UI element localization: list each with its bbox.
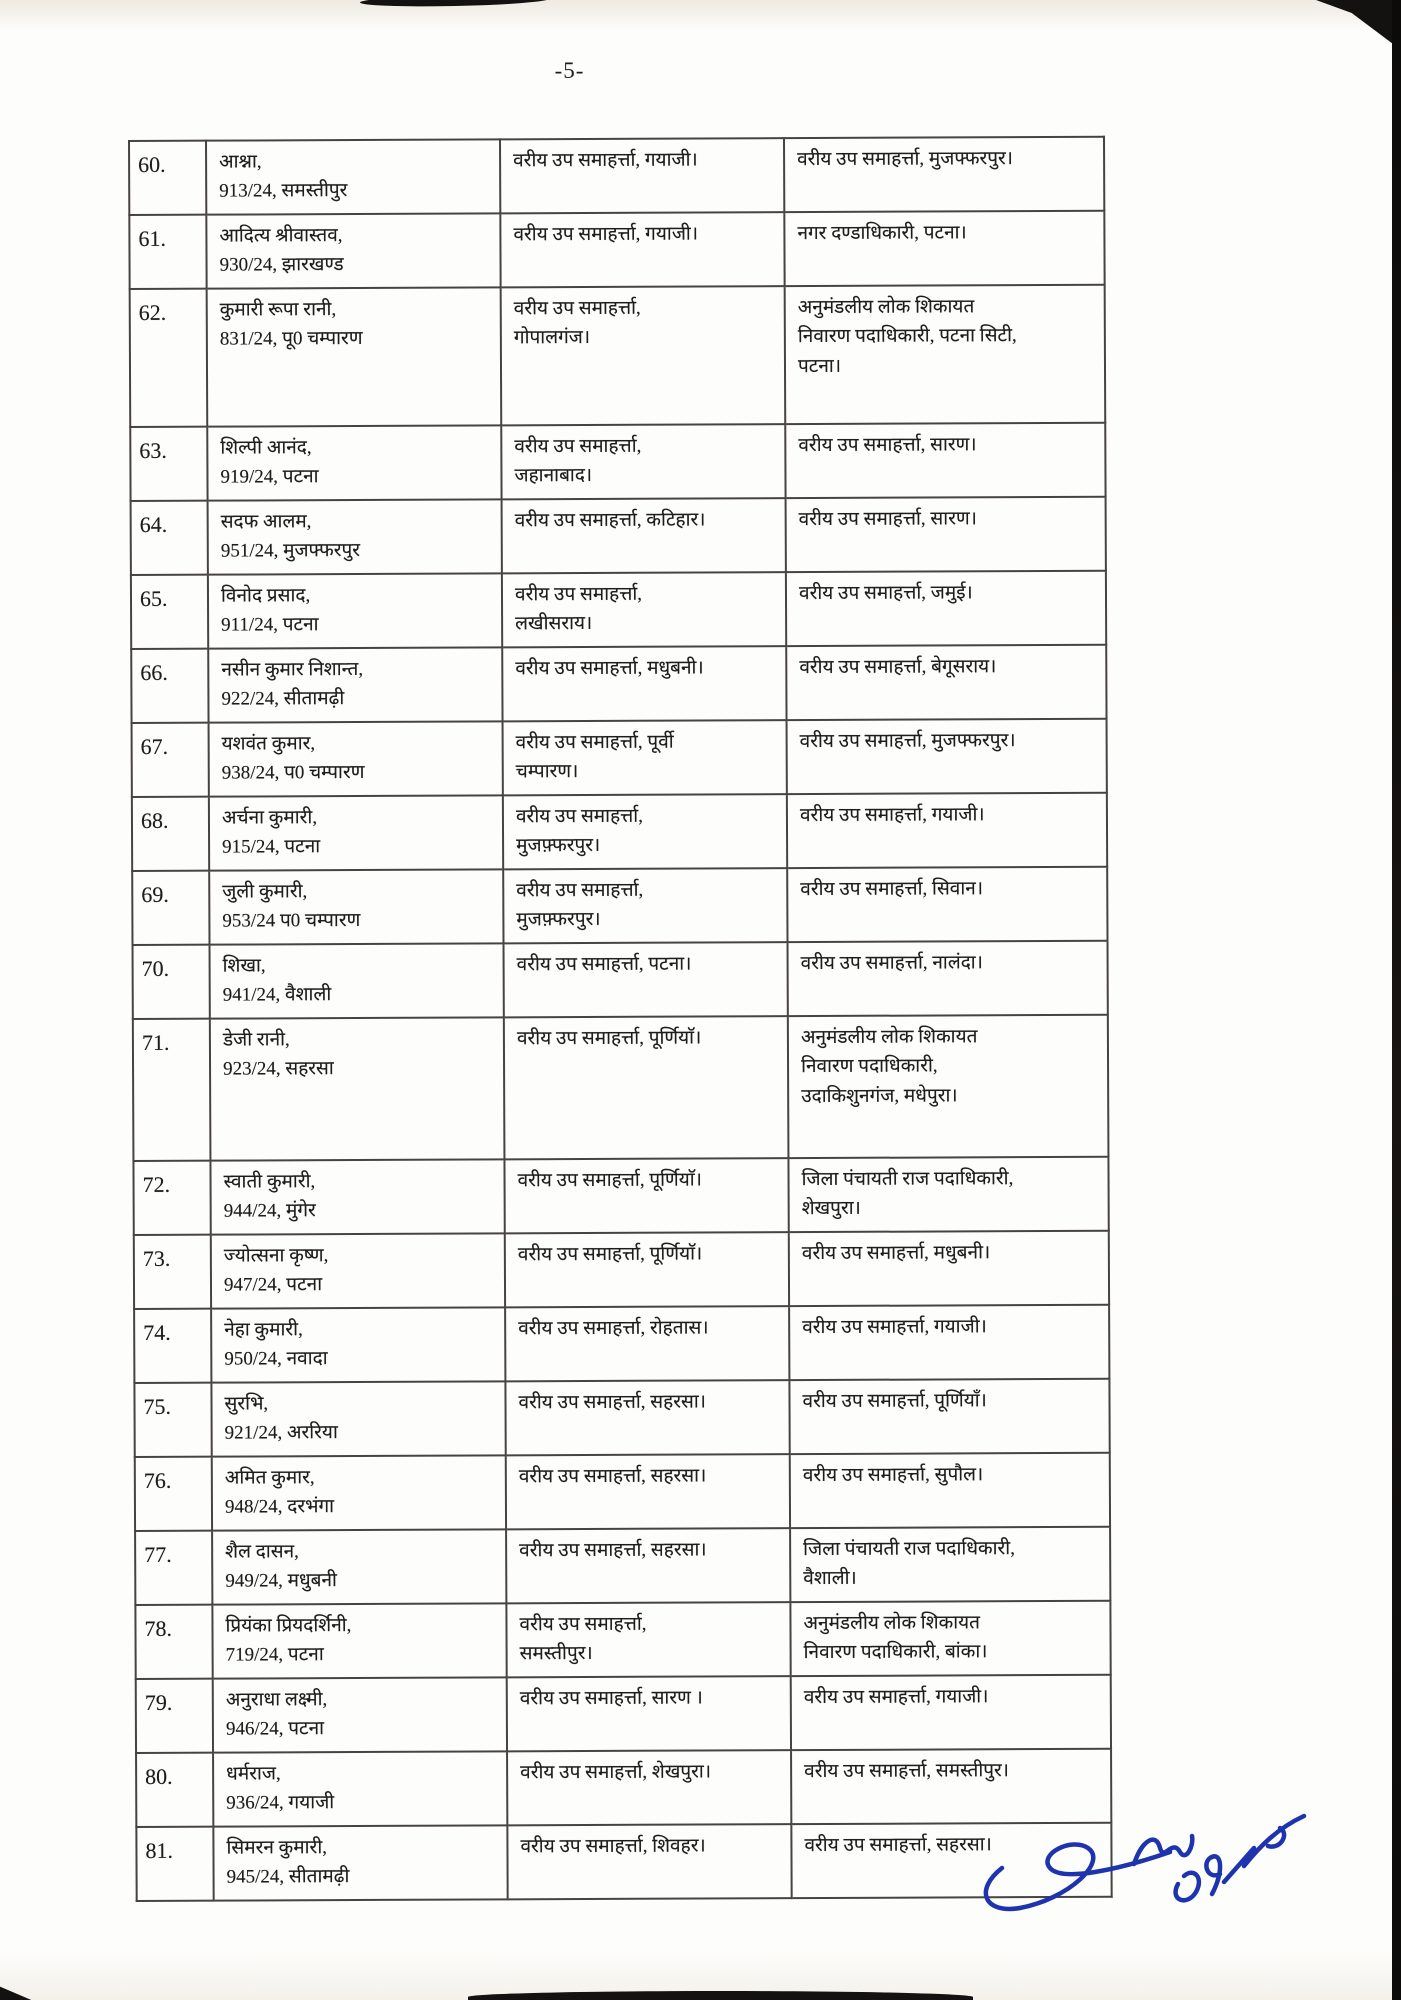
signature-ink	[972, 1810, 1317, 1928]
serial-number-cell: 60.	[129, 141, 206, 215]
page-number: -5-	[554, 58, 585, 83]
serial-number-cell: 79.	[136, 1679, 213, 1753]
serial-number-cell: 61.	[129, 215, 206, 289]
new-posting-cell: जिला पंचायती राज पदाधिकारी, वैशाली।	[790, 1527, 1110, 1602]
serial-number-cell: 70.	[133, 945, 210, 1019]
officer-name-cell: प्रियंका प्रियदर्शिनी, 719/24, पटना	[212, 1603, 506, 1678]
table-row	[134, 1305, 1109, 1383]
serial-number-cell: 66.	[131, 649, 208, 723]
new-posting-cell: वरीय उप समाहर्त्ता, सहरसा।	[791, 1823, 1111, 1898]
officer-name-cell: आदित्य श्रीवास्तव, 930/24, झारखण्ड	[206, 213, 500, 288]
current-posting-cell: वरीय उप समाहर्त्ता, सहरसा।	[506, 1454, 790, 1529]
officer-name-cell: नेहा कुमारी, 950/24, नवादा	[211, 1307, 505, 1382]
serial-number-cell: 73.	[134, 1235, 211, 1309]
current-posting-cell: वरीय उप समाहर्त्ता, मुजफ़्फरपुर।	[503, 794, 787, 869]
table-row	[134, 1379, 1109, 1457]
current-posting-cell: वरीय उप समाहर्त्ता, समस्तीपुर।	[506, 1602, 790, 1677]
officer-name-cell: स्वाती कुमारी, 944/24, मुंगेर	[210, 1159, 504, 1234]
officer-name-cell: शैल दासन, 949/24, मधुबनी	[212, 1529, 506, 1604]
table-row	[129, 211, 1104, 289]
current-posting-cell: वरीय उप समाहर्त्ता, शेखपुरा।	[507, 1750, 791, 1825]
current-posting-cell: वरीय उप समाहर्त्ता, मधुबनी।	[502, 646, 786, 721]
table-row	[130, 423, 1105, 501]
new-posting-cell: वरीय उप समाहर्त्ता, गयाजी।	[791, 1675, 1111, 1750]
officer-name-cell: अनुराधा लक्ष्मी, 946/24, पटना	[213, 1677, 507, 1752]
new-posting-cell: वरीय उप समाहर्त्ता, मुजफ्फरपुर।	[787, 719, 1107, 794]
officer-name-cell: कुमारी रूपा रानी, 831/24, पू0 चम्पारण	[207, 287, 502, 426]
current-posting-cell: वरीय उप समाहर्त्ता, सहरसा।	[506, 1528, 790, 1603]
new-posting-cell: वरीय उप समाहर्त्ता, बेगूसराय।	[786, 645, 1106, 720]
officer-name-cell: डेजी रानी, 923/24, सहरसा	[210, 1017, 505, 1160]
serial-number-cell: 81.	[136, 1827, 213, 1901]
current-posting-cell: वरीय उप समाहर्त्ता, पूर्णियाॅ।	[504, 1158, 788, 1233]
serial-number-cell: 78.	[135, 1605, 212, 1679]
table-row	[136, 1823, 1111, 1901]
new-posting-cell: अनुमंडलीय लोक शिकायत निवारण पदाधिकारी, बांका।	[790, 1601, 1110, 1676]
current-posting-cell: वरीय उप समाहर्त्ता, कटिहार।	[502, 498, 786, 573]
new-posting-cell: वरीय उप समाहर्त्ता, जमुई।	[786, 571, 1106, 646]
current-posting-cell: वरीय उप समाहर्त्ता, जहानाबाद।	[501, 424, 785, 499]
table-row	[132, 793, 1107, 871]
serial-number-cell: 80.	[136, 1753, 213, 1827]
table-row	[130, 285, 1106, 427]
current-posting-cell: वरीय उप समाहर्त्ता, गोपालगंज।	[501, 286, 786, 425]
current-posting-cell: वरीय उप समाहर्त्ता, सहरसा।	[505, 1380, 789, 1455]
serial-number-cell: 67.	[132, 723, 209, 797]
serial-number-cell: 65.	[131, 575, 208, 649]
new-posting-cell: जिला पंचायती राज पदाधिकारी, शेखपुरा।	[788, 1157, 1108, 1232]
new-posting-cell: वरीय उप समाहर्त्ता, सारण।	[785, 423, 1105, 498]
current-posting-cell: वरीय उप समाहर्त्ता, मुजफ़्फरपुर।	[503, 868, 787, 943]
officer-name-cell: सुरभि, 921/24, अररिया	[211, 1381, 505, 1456]
current-posting-cell: वरीय उप समाहर्त्ता, पूर्णियाॅ।	[504, 1016, 789, 1159]
officer-name-cell: विनोद प्रसाद, 911/24, पटना	[208, 573, 502, 648]
table-row	[135, 1453, 1110, 1531]
scan-artifact-bottom-shadow	[468, 1991, 973, 2000]
scan-artifact-top-smudge	[360, 0, 550, 8]
table-row	[131, 645, 1106, 723]
new-posting-cell: वरीय उप समाहर्त्ता, मुजफ्फरपुर।	[784, 137, 1104, 212]
new-posting-cell: अनुमंडलीय लोक शिकायत निवारण पदाधिकारी, पटना सिटी, पटना।	[785, 285, 1106, 424]
table-row	[131, 497, 1106, 575]
transfer-posting-table-body	[129, 137, 1112, 1901]
officer-name-cell: शिखा, 941/24, वैशाली	[210, 943, 504, 1018]
serial-number-cell: 64.	[131, 501, 208, 575]
new-posting-cell: वरीय उप समाहर्त्ता, पूर्णियाँ।	[789, 1379, 1109, 1454]
officer-name-cell: आश्ना, 913/24, समस्तीपुर	[206, 139, 500, 214]
current-posting-cell: वरीय उप समाहर्त्ता, पूर्णियाॅ।	[505, 1232, 789, 1307]
serial-number-cell: 74.	[134, 1309, 211, 1383]
current-posting-cell: वरीय उप समाहर्त्ता, पटना।	[504, 942, 788, 1017]
serial-number-cell: 72.	[133, 1161, 210, 1235]
officer-name-cell: जुली कुमारी, 953/24 प0 चम्पारण	[209, 869, 503, 944]
officer-name-cell: अर्चना कुमारी, 915/24, पटना	[209, 795, 503, 870]
serial-number-cell: 68.	[132, 797, 209, 871]
new-posting-cell: वरीय उप समाहर्त्ता, गयाजी।	[789, 1305, 1109, 1380]
serial-number-cell: 63.	[130, 427, 207, 501]
officer-name-cell: अमित कुमार, 948/24, दरभंगा	[212, 1455, 506, 1530]
new-posting-cell: वरीय उप समाहर्त्ता, सारण।	[786, 497, 1106, 572]
table-row	[135, 1601, 1110, 1679]
officer-name-cell: सिमरन कुमारी, 945/24, सीतामढ़ी	[213, 1825, 507, 1900]
new-posting-cell: वरीय उप समाहर्त्ता, सुपौल।	[790, 1453, 1110, 1528]
table-row	[133, 941, 1108, 1019]
officer-name-cell: नसीन कुमार निशान्त, 922/24, सीतामढ़ी	[208, 647, 502, 722]
table-row	[136, 1675, 1111, 1753]
current-posting-cell: वरीय उप समाहर्त्ता, पूर्वी चम्पारण।	[503, 720, 787, 795]
serial-number-cell: 76.	[135, 1457, 212, 1531]
table-row	[132, 719, 1107, 797]
serial-number-cell: 69.	[132, 871, 209, 945]
current-posting-cell: वरीय उप समाहर्त्ता, गयाजी।	[500, 212, 784, 287]
current-posting-cell: वरीय उप समाहर्त्ता, लखीसराय।	[502, 572, 786, 647]
table-row	[136, 1749, 1111, 1827]
new-posting-cell: वरीय उप समाहर्त्ता, सिवान।	[787, 867, 1107, 942]
new-posting-cell: वरीय उप समाहर्त्ता, नालंदा।	[788, 941, 1108, 1016]
table-row	[134, 1231, 1109, 1309]
serial-number-cell: 77.	[135, 1531, 212, 1605]
current-posting-cell: वरीय उप समाहर्त्ता, गयाजी।	[500, 138, 784, 213]
table-row	[129, 137, 1104, 215]
scan-artifact-top-right-corner	[1316, 0, 1401, 50]
new-posting-cell: वरीय उप समाहर्त्ता, गयाजी।	[787, 793, 1107, 868]
serial-number-cell: 71.	[133, 1019, 211, 1161]
serial-number-cell: 75.	[134, 1383, 211, 1457]
new-posting-cell: वरीय उप समाहर्त्ता, समस्तीपुर।	[791, 1749, 1111, 1824]
table-row	[132, 867, 1107, 945]
new-posting-cell: नगर दण्डाधिकारी, पटना।	[784, 211, 1104, 286]
table-row	[133, 1015, 1109, 1161]
new-posting-cell: अनुमंडलीय लोक शिकायत निवारण पदाधिकारी, उदाकिशुनगंज, मधेपुरा।	[788, 1015, 1109, 1158]
officer-name-cell: यशवंत कुमार, 938/24, प0 चम्पारण	[209, 721, 503, 796]
table-row	[135, 1527, 1110, 1605]
new-posting-cell: वरीय उप समाहर्त्ता, मधुबनी।	[789, 1231, 1109, 1306]
table-row	[133, 1157, 1108, 1235]
scan-artifact-bottom-left-corner	[0, 1982, 36, 2000]
officer-name-cell: ज्योत्सना कृष्ण, 947/24, पटना	[211, 1233, 505, 1308]
officer-name-cell: शिल्पी आनंद, 919/24, पटना	[207, 425, 501, 500]
officer-name-cell: सदफ आलम, 951/24, मुजफ्फरपुर	[208, 499, 502, 574]
current-posting-cell: वरीय उप समाहर्त्ता, सारण ।	[507, 1676, 791, 1751]
transfer-posting-table	[128, 136, 1113, 1902]
officer-name-cell: धर्मराज, 936/24, गयाजी	[213, 1751, 507, 1826]
table-row	[131, 571, 1106, 649]
serial-number-cell: 62.	[130, 289, 208, 427]
current-posting-cell: वरीय उप समाहर्त्ता, रोहतास।	[505, 1306, 789, 1381]
current-posting-cell: वरीय उप समाहर्त्ता, शिवहर।	[507, 1824, 791, 1899]
scan-artifact-right-edge	[1392, 0, 1401, 2000]
